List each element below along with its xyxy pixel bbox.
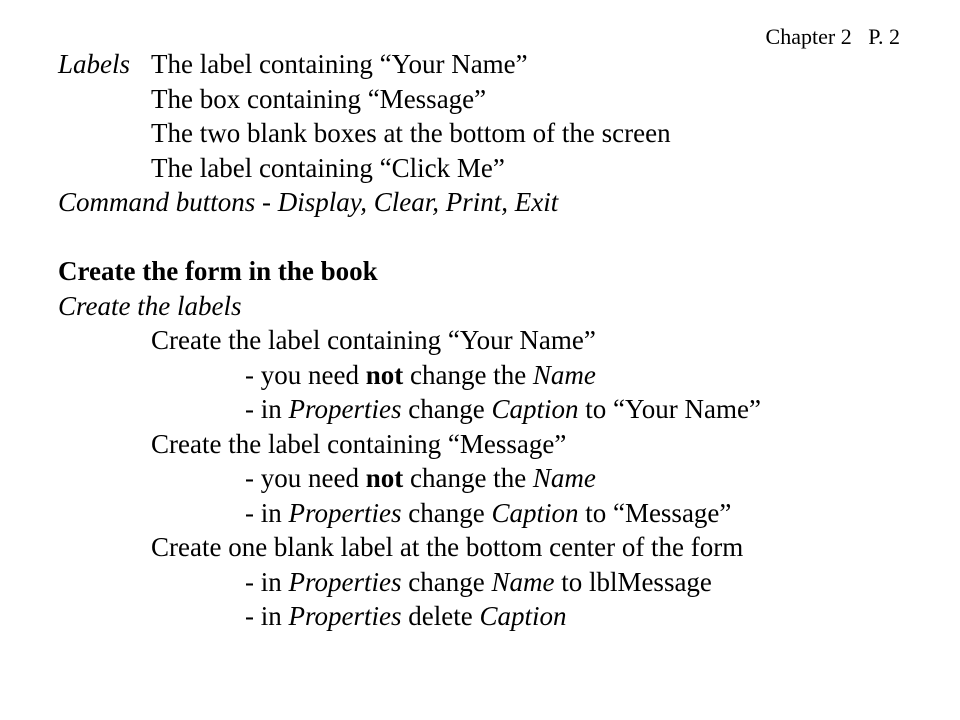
step-text: - you need xyxy=(245,359,366,390)
step-text: to “Your Name” xyxy=(578,394,761,424)
page-number: P. 2 xyxy=(868,24,900,49)
labels-item-2: The box containing “Message” xyxy=(151,83,487,114)
step-text: - in xyxy=(245,601,289,631)
step-text: change xyxy=(401,497,492,528)
labels-item-1: The label containing “Your Name” xyxy=(151,49,528,79)
blank-label-title: Create one blank label at the bottom center of the form xyxy=(151,532,744,562)
step-text: - in xyxy=(245,394,289,424)
spacer xyxy=(58,220,938,255)
step-italic: Properties xyxy=(288,394,402,424)
create-form-heading-text: Create the form in the book xyxy=(58,256,378,286)
step-text: change the xyxy=(403,463,533,493)
step-text: delete xyxy=(401,601,480,631)
labels-item-4: The label containing “Click Me” xyxy=(151,152,505,183)
your-name-title: Create the label containing “Your Name” xyxy=(151,325,596,355)
blank-label-step-2 xyxy=(58,599,938,634)
your-name-step-2 xyxy=(58,392,938,427)
step-bold: not xyxy=(365,359,404,390)
create-labels-subheading xyxy=(58,289,938,324)
step-italic: Properties xyxy=(288,497,402,528)
step-italic: Name xyxy=(532,359,596,390)
step-text: - in xyxy=(245,497,289,528)
step-text: - you need xyxy=(245,463,366,493)
step-italic: Properties xyxy=(288,566,402,597)
document-body xyxy=(58,47,938,634)
message-title: Create the label containing “Message” xyxy=(151,428,567,459)
step-text: to “Message” xyxy=(578,497,732,528)
message-step-2 xyxy=(58,496,938,531)
step-text: change xyxy=(401,566,492,597)
step-bold: not xyxy=(365,463,404,493)
step-text: - in xyxy=(245,566,289,597)
labels-line-1 xyxy=(58,47,938,82)
labels-item-3: The two blank boxes at the bottom of the screen xyxy=(151,118,671,148)
step-italic: Caption xyxy=(491,394,579,424)
blank-label-step-1 xyxy=(58,565,938,600)
step-italic: Caption xyxy=(491,497,579,528)
step-text: change the xyxy=(403,359,533,390)
command-buttons-line xyxy=(58,185,938,220)
labels-heading: Labels xyxy=(58,49,131,79)
message-step-1 xyxy=(58,461,938,496)
chapter-label: Chapter 2 xyxy=(765,24,852,49)
step-italic: Properties xyxy=(288,601,402,631)
create-labels-subheading-text: Create the labels xyxy=(58,290,242,321)
create-form-heading xyxy=(58,254,938,289)
your-name-step-1 xyxy=(58,358,938,393)
step-italic: Name xyxy=(532,463,596,493)
step-italic: Caption xyxy=(479,601,567,631)
step-text: to lblMessage xyxy=(554,566,712,597)
step-italic: Name xyxy=(491,566,555,597)
step-text: change xyxy=(401,394,492,424)
command-buttons-text: Command buttons - Display, Clear, Print, Exit xyxy=(58,187,559,217)
